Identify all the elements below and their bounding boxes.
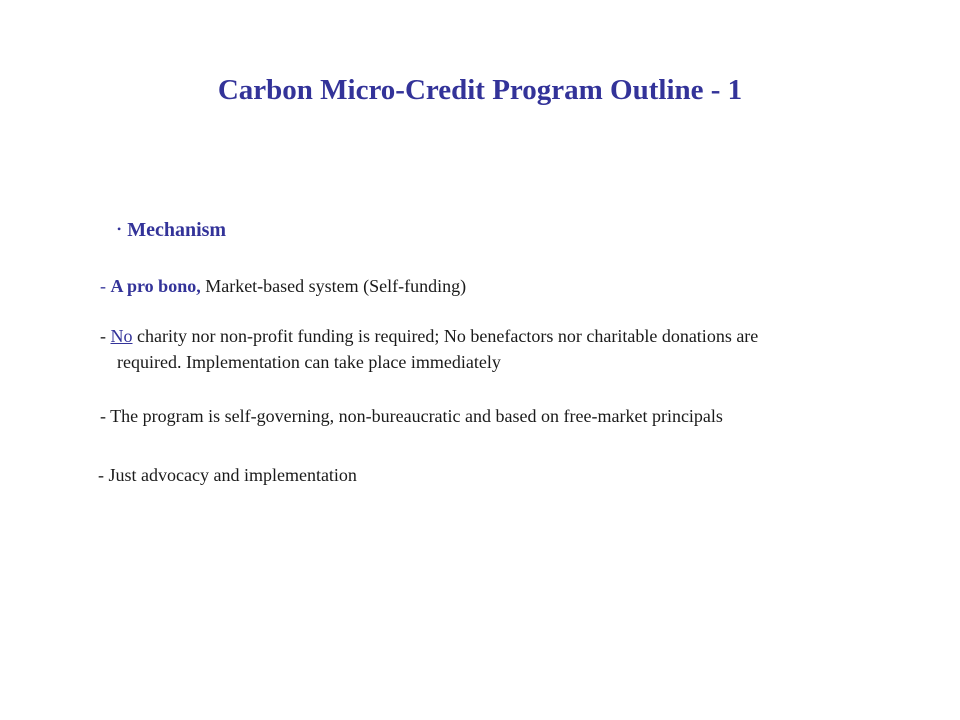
bullet-heading: Mechanism bbox=[127, 219, 227, 241]
item-emphasis: A pro bono, bbox=[110, 276, 201, 296]
item-text: The program is self-governing, non-bureaucratic and based on free-market principals bbox=[106, 406, 723, 426]
bullet-mechanism bbox=[117, 216, 226, 243]
slide-title: Carbon Micro-Credit Program Outline - 1 bbox=[217, 74, 743, 106]
item-dash: - bbox=[98, 465, 104, 485]
list-item-no-charity bbox=[100, 324, 758, 348]
list-item-self-governing bbox=[100, 404, 723, 428]
item-continuation-text: required. Implementation can take place immediately bbox=[117, 352, 501, 372]
item-text: Just advocacy and implementation bbox=[104, 465, 357, 485]
item-text: Market-based system (Self-funding) bbox=[200, 276, 467, 296]
list-item-advocacy bbox=[98, 463, 357, 487]
list-item-pro-bono bbox=[100, 274, 466, 298]
item-dash: - bbox=[100, 406, 106, 426]
no-link[interactable]: No bbox=[110, 326, 133, 346]
list-item-no-charity-continuation bbox=[117, 350, 501, 374]
item-dash: - bbox=[100, 276, 106, 296]
item-dash: - bbox=[100, 326, 106, 346]
bullet-dot-icon: • bbox=[117, 222, 122, 236]
item-text: charity nor non-profit funding is required; No benefactors nor charitable donations are bbox=[132, 326, 759, 346]
